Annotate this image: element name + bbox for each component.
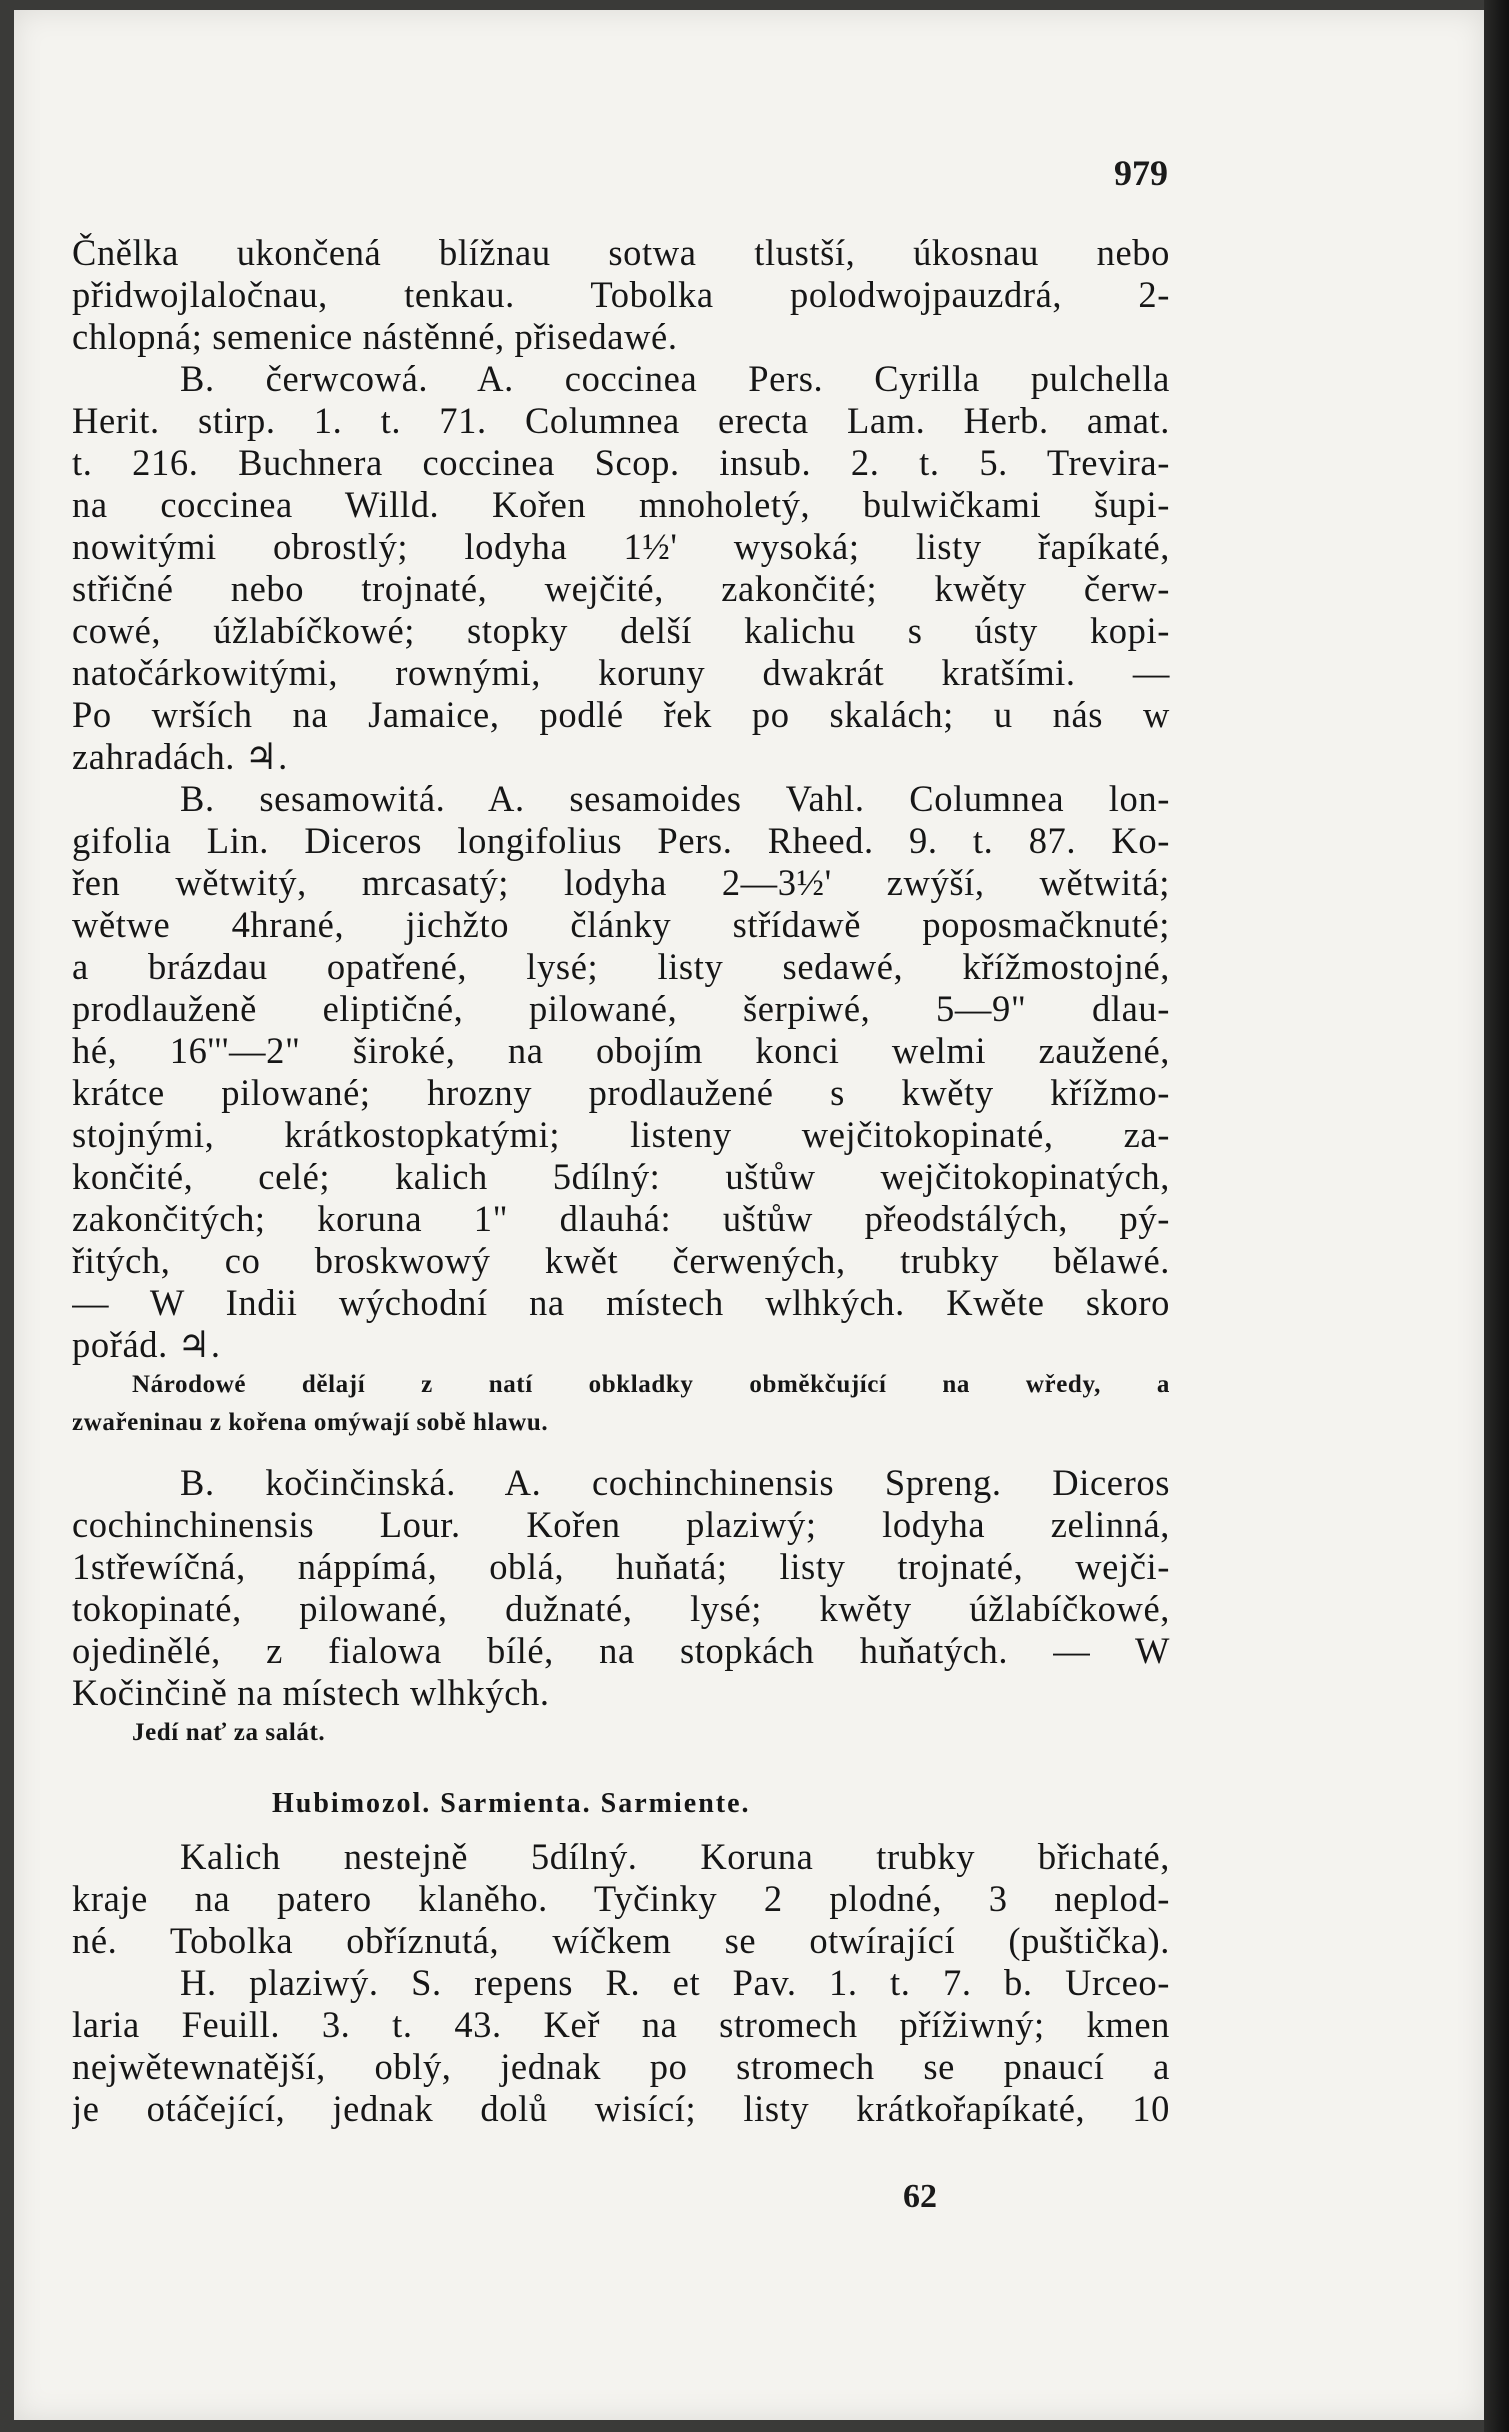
- text-line: nejwětewnatější, oblý, jednak po stromech se pnaucí a: [72, 2046, 1170, 2087]
- text-line: B. čerwcowá. A. coccinea Pers. Cyrilla pulchella: [180, 358, 1170, 399]
- text-line: řitých, co broskwowý kwět čerwených, trubky bělawé.: [72, 1240, 1170, 1281]
- signature-mark: 62: [903, 2178, 937, 2215]
- text-line: na coccinea Willd. Kořen mnoholetý, bulwičkami šupi-: [72, 484, 1170, 525]
- text-line: wětwe 4hrané, jichžto články střídawě poposmačknuté;: [72, 904, 1170, 945]
- text-line: prodlauženě eliptičné, pilowané, šerpiwé, 5—9" dlau-: [72, 988, 1170, 1029]
- text-line: zakončitých; koruna 1" dlauhá: uštůw přeodstálých, pý-: [72, 1198, 1170, 1239]
- text-line: nowitými obrostlý; lodyha 1½' wysoká; listy řapíkaté,: [72, 526, 1170, 567]
- text-line: Čnělka ukončená blížnau sotwa tlustší, úkosnau nebo: [72, 232, 1170, 273]
- text-line: krátce pilowané; hrozny prodlaužené s kwěty křížmo-: [72, 1072, 1170, 1113]
- text-line: pořád. ♃.: [72, 1324, 221, 1365]
- text-line: končité, celé; kalich 5dílný: uštůw wejčitokopinatých,: [72, 1156, 1170, 1197]
- text-line: přidwojlaločnau, tenkau. Tobolka polodwojpauzdrá, 2-: [72, 274, 1170, 315]
- text-line: t. 216. Buchnera coccinea Scop. insub. 2. t. 5. Trevira-: [72, 442, 1170, 483]
- text-line: Národowé dělají z natí obkladky obměkčující na wředy, a: [132, 1371, 1170, 1398]
- text-line: natočárkowitými, rownými, koruny dwakrát kratšími. —: [72, 652, 1170, 693]
- text-line: gifolia Lin. Diceros longifolius Pers. Rheed. 9. t. 87. Ko-: [72, 820, 1170, 861]
- text-line: B. kočinčinská. A. cochinchinensis Spreng. Diceros: [180, 1462, 1170, 1503]
- text-line: Jedí nať za salát.: [132, 1719, 326, 1746]
- page-number: 979: [1114, 153, 1168, 193]
- text-line: H. plaziwý. S. repens R. et Pav. 1. t. 7. b. Urceo-: [180, 1962, 1170, 2003]
- text-line: stojnými, krátkostopkatými; listeny wejčitokopinaté, za-: [72, 1114, 1170, 1155]
- text-line: chlopná; semenice nástěnné, přisedawé.: [72, 316, 678, 357]
- text-line: Herit. stirp. 1. t. 71. Columnea erecta Lam. Herb. amat.: [72, 400, 1170, 441]
- text-line: laria Feuill. 3. t. 43. Keř na stromech přížiwný; kmen: [72, 2004, 1170, 2045]
- text-line: ojedinělé, z fialowa bílé, na stopkách huňatých. — W: [72, 1630, 1170, 1671]
- text-line: a brázdau opatřené, lysé; listy sedawé, křížmostojné,: [72, 946, 1170, 987]
- text-line: kraje na patero klaněho. Tyčinky 2 plodné, 3 neplod-: [72, 1878, 1170, 1919]
- text-line: Po wrších na Jamaice, podlé řek po skalách; u nás w: [72, 694, 1170, 735]
- text-line: B. sesamowitá. A. sesamoides Vahl. Columnea lon-: [180, 778, 1170, 819]
- text-line: cochinchinensis Lour. Kořen plaziwý; lodyha zelinná,: [72, 1504, 1170, 1545]
- text-line: Kalich nestejně 5dílný. Koruna trubky břichaté,: [180, 1836, 1170, 1877]
- text-line: — W Indii wýchodní na místech wlhkých. Kwěte skoro: [72, 1282, 1170, 1323]
- page-edge-shadow: [1484, 0, 1509, 2432]
- text-line: zahradách. ♃.: [72, 736, 288, 777]
- text-line: 1střewíčná, náppímá, oblá, huňatá; listy trojnaté, wejči-: [72, 1546, 1170, 1587]
- text-line: je otáčející, jednak dolů wisící; listy krátkořapíkaté, 10: [72, 2088, 1170, 2129]
- text-line: né. Tobolka obříznutá, wíčkem se otwírající (puštička).: [72, 1920, 1170, 1961]
- text-line: Kočinčině na místech wlhkých.: [72, 1672, 550, 1713]
- text-line: tokopinaté, pilowané, dužnaté, lysé; kwěty úžlabíčkowé,: [72, 1588, 1170, 1629]
- section-heading: Hubimozol. Sarmienta. Sarmiente.: [272, 1788, 751, 1819]
- body-text: [72, 232, 1170, 2130]
- text-line: [72, 1752, 1170, 1772]
- text-line: střičné nebo trojnaté, wejčité, zakončité; kwěty čerw-: [72, 568, 1170, 609]
- text-line: zwařeninau z kořena omýwají sobě hlawu.: [72, 1409, 549, 1436]
- text-line: cowé, úžlabíčkowé; stopky delší kalichu s ústy kopi-: [72, 610, 1170, 651]
- text-line: hé, 16'''—2" široké, na obojím konci welmi zaužené,: [72, 1030, 1170, 1071]
- text-line: [72, 1442, 1170, 1462]
- text-line: řen wětwitý, mrcasatý; lodyha 2—3½' zwýší, wětwitá;: [72, 862, 1170, 903]
